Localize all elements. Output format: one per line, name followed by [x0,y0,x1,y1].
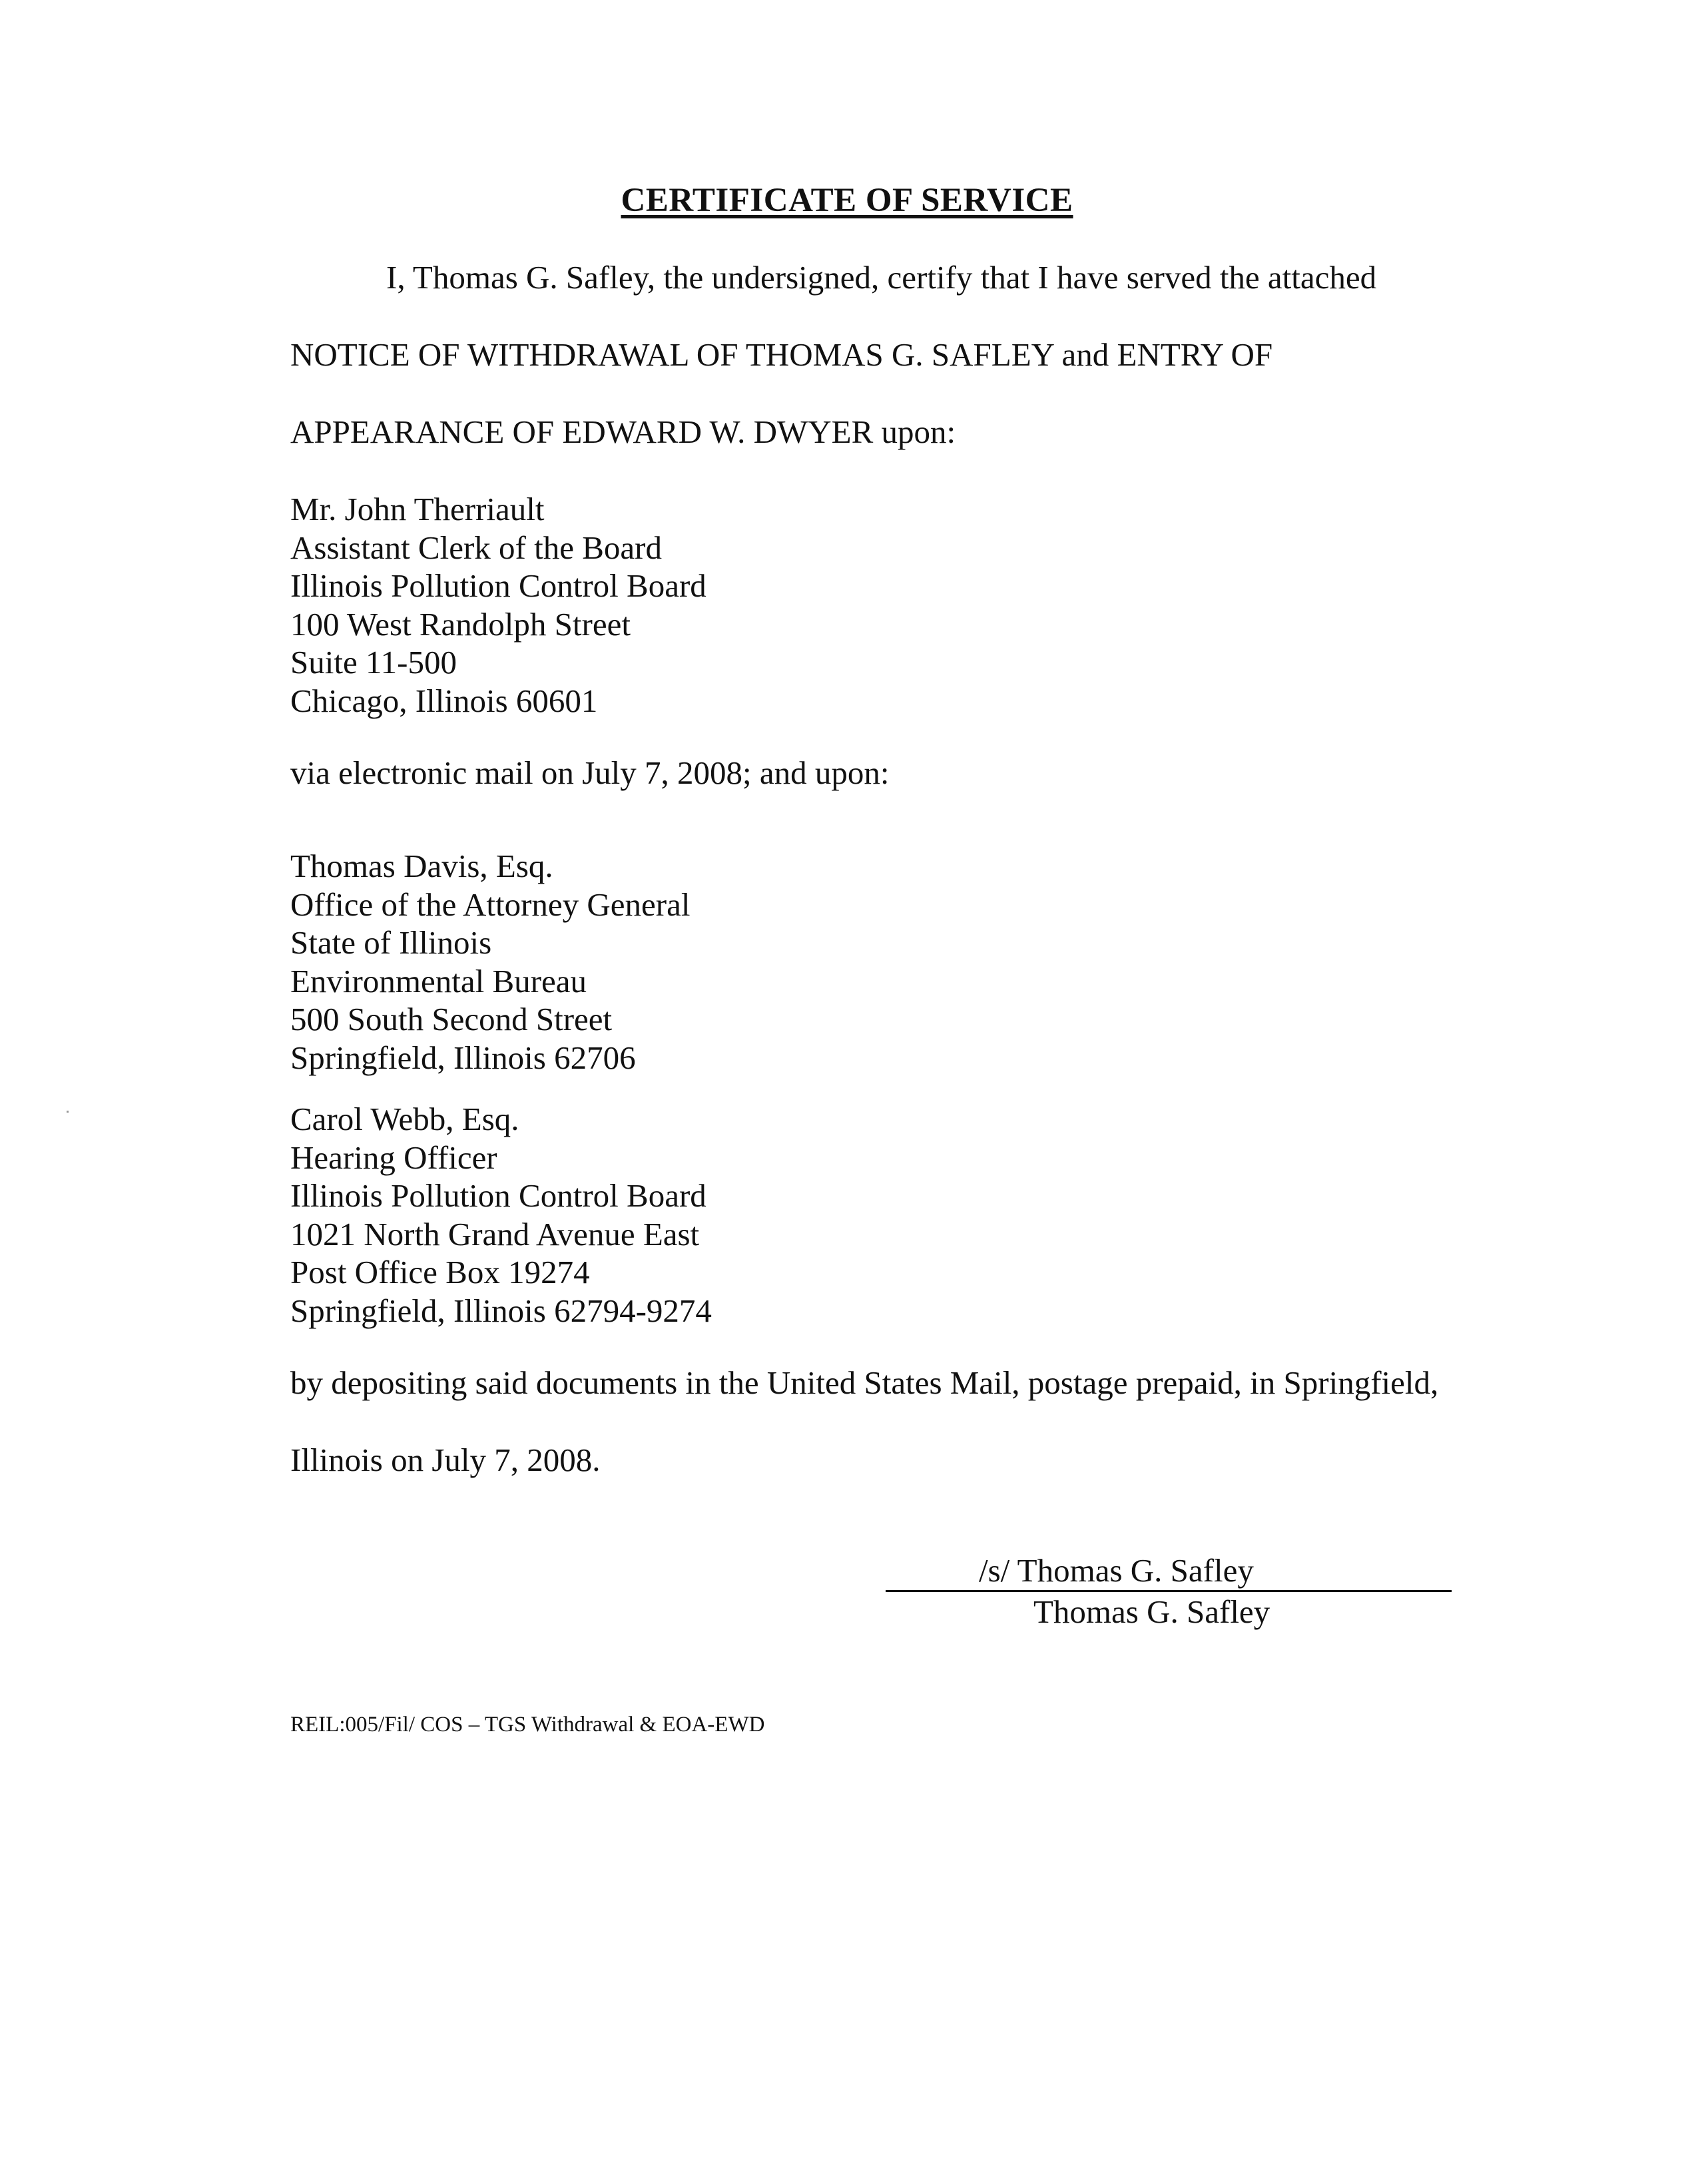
address-line: Mr. John Therriault [290,491,545,527]
address-line: Post Office Box 19274 [290,1254,590,1290]
page-title: CERTIFICATE OF SERVICE [621,182,1073,219]
address-line: Springfield, Illinois 62706 [290,1039,636,1076]
address-line: Thomas Davis, Esq. [290,848,553,884]
signature-line [886,1551,1452,1592]
signer-printed-name: Thomas G. Safley [1033,1593,1270,1630]
address-line: Suite 11-500 [290,644,457,681]
address-line: Environmental Bureau [290,962,587,999]
closing-line-2: Illinois on July 7, 2008. [290,1442,601,1478]
scan-speck [67,1111,69,1113]
document-reference-code: REIL:005/Fil/ COS – TGS Withdrawal & EOA-EWD [290,1713,765,1737]
address-line: Hearing Officer [290,1139,497,1176]
address-line: Chicago, Illinois 60601 [290,682,598,719]
address-line: Assistant Clerk of the Board [290,529,662,566]
address-line: Carol Webb, Esq. [290,1101,519,1137]
intro-line-1: I, Thomas G. Safley, the undersigned, certify that I have served the attached [386,259,1377,296]
address-line: Office of the Attorney General [290,886,691,923]
recipient-address-therriault [290,490,706,720]
intro-line-3: APPEARANCE OF EDWARD W. DWYER upon: [290,413,956,450]
signature-block [886,1551,1452,1630]
address-line: Illinois Pollution Control Board [290,567,706,604]
address-line: Springfield, Illinois 62794-9274 [290,1292,712,1329]
closing-line-1: by depositing said documents in the United States Mail, postage prepaid, in Springfield, [290,1364,1439,1401]
address-line: 100 West Randolph Street [290,605,631,643]
recipient-address-davis [290,847,690,1077]
electronic-signature: /s/ Thomas G. Safley [979,1552,1254,1589]
address-line: Illinois Pollution Control Board [290,1177,706,1214]
address-line: State of Illinois [290,924,492,961]
address-line: 500 South Second Street [290,1001,613,1037]
address-line: 1021 North Grand Avenue East [290,1215,700,1252]
service-method-electronic: via electronic mail on July 7, 2008; and upon: [290,754,890,791]
recipient-address-webb [290,1100,712,1330]
intro-line-2: NOTICE OF WITHDRAWAL OF THOMAS G. SAFLEY and ENTRY OF [290,336,1273,373]
